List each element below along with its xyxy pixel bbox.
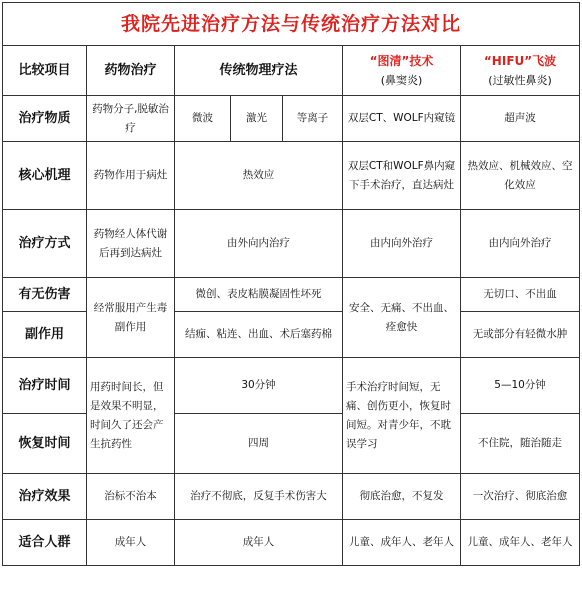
row-label-people: 适合人群 [3,520,87,566]
header-drug-therapy: 药物治疗 [87,46,175,96]
cell-method-tuqing: 由内向外治疗 [343,210,461,278]
header-tuqing [343,46,461,96]
cell-people-hifu: 儿童、成年人、老年人 [461,520,580,566]
cell-mechanism-drug: 药物作用于病灶 [87,142,175,210]
row-label-injury: 有无伤害 [3,278,87,312]
header-tuqing-sub: (鼻窦炎) [380,73,423,87]
cell-method-physical: 由外向内治疗 [175,210,343,278]
comparison-document [2,2,579,586]
cell-injury-side-drug: 经常服用产生毒副作用 [87,278,175,358]
cell-mechanism-hifu: 热效应、机械效应、空化效应 [461,142,580,210]
cell-people-drug: 成年人 [87,520,175,566]
header-compare-item: 比较项目 [3,46,87,96]
row-label-time: 治疗时间 [3,358,87,414]
row-label-method: 治疗方式 [3,210,87,278]
row-label-recovery: 恢复时间 [3,414,87,474]
header-hifu-title: “HIFU”飞波 [483,53,557,68]
cell-method-drug: 药物经人体代谢后再到达病灶 [87,210,175,278]
cell-time-hifu: 5—10分钟 [461,358,580,414]
cell-substance-laser: 激光 [231,96,283,142]
cell-mechanism-tuqing: 双层CT和WOLF鼻内窥下手术治疗，直达病灶 [343,142,461,210]
cell-time-physical: 30分钟 [175,358,343,414]
row-label-effect: 治疗效果 [3,474,87,520]
cell-side-effect-hifu: 无或部分有轻微水肿 [461,312,580,358]
cell-injury-side-tuqing: 安全、无痛、不出血、痊愈快 [343,278,461,358]
header-hifu [461,46,580,96]
cell-side-effect-physical: 结痂、粘连、出血、术后塞药棉 [175,312,343,358]
cell-substance-microwave: 微波 [175,96,231,142]
cell-people-physical: 成年人 [175,520,343,566]
header-hifu-sub: (过敏性鼻炎) [488,73,552,87]
cell-injury-hifu: 无切口、不出血 [461,278,580,312]
cell-effect-hifu: 一次治疗、彻底治愈 [461,474,580,520]
row-label-substance: 治疗物质 [3,96,87,142]
cell-method-hifu: 由内向外治疗 [461,210,580,278]
cell-substance-tuqing: 双层CT、WOLF内窥镜 [343,96,461,142]
cell-time-recovery-tuqing: 手术治疗时间短，无痛、创伤更小，恢复时间短。对青少年，不耽误学习 [343,358,461,474]
row-label-mechanism: 核心机理 [3,142,87,210]
cell-mechanism-physical: 热效应 [175,142,343,210]
cell-people-tuqing: 儿童、成年人、老年人 [343,520,461,566]
cell-recovery-physical: 四周 [175,414,343,474]
cell-substance-drug: 药物分子,脱敏治疗 [87,96,175,142]
header-physical-therapy: 传统物理疗法 [175,46,343,96]
comparison-table [2,2,580,566]
cell-effect-physical: 治疗不彻底，反复手术伤害大 [175,474,343,520]
row-label-side-effect: 副作用 [3,312,87,358]
cell-recovery-hifu: 不住院，随治随走 [461,414,580,474]
header-tuqing-title: “图清”技术 [369,53,434,68]
table-title: 我院先进治疗方法与传统治疗方法对比 [3,3,580,46]
cell-injury-physical: 微创、表皮粘膜凝固性坏死 [175,278,343,312]
cell-effect-tuqing: 彻底治愈，不复发 [343,474,461,520]
cell-effect-drug: 治标不治本 [87,474,175,520]
cell-time-recovery-drug: 用药时间长，但是效果不明显，时间久了还会产生抗药性 [87,358,175,474]
cell-substance-plasma: 等离子 [283,96,343,142]
cell-substance-hifu: 超声波 [461,96,580,142]
